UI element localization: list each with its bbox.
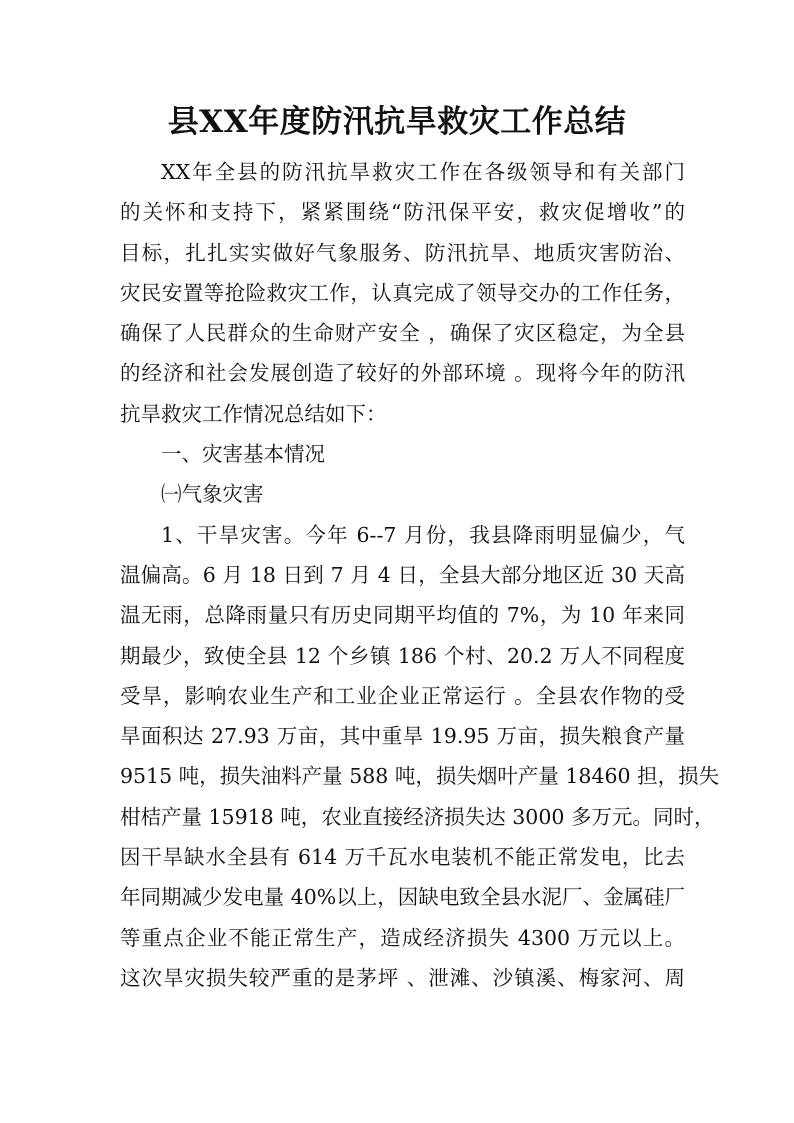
paragraph-line: 受旱，影响农业生产和工业企业正常运行 。全县农作物的受 xyxy=(120,683,685,708)
drought-paragraph xyxy=(120,515,720,999)
paragraph-line: XX年全县的防汛抗旱救灾工作在各级领导和有关部门 xyxy=(161,160,685,184)
intro-paragraph xyxy=(120,152,685,434)
paragraph-line: 目标，扎扎实实做好气象服务、防汛抗旱、地质灾害防治、 xyxy=(120,240,685,265)
paragraph-line: 柑桔产量 15918 吨，农业直接经济损失达 3000 多万元。同时， xyxy=(120,804,715,829)
paragraph-line: 确保了人民群众的生命财产安全 ，确保了灾区稳定，为全县 xyxy=(120,321,685,346)
subsection-heading: ㈠气象灾害 xyxy=(161,482,264,507)
paragraph-line: 期最少，致使全县 12 个乡镇 186 个村、20.2 万人不同程度 xyxy=(120,643,685,668)
paragraph-line: 抗旱救灾工作情况总结如下： xyxy=(120,401,387,426)
document-body xyxy=(120,152,720,998)
paragraph-line: 旱面积达 27.93 万亩，其中重旱 19.95 万亩，损失粮食产量 xyxy=(120,724,685,749)
paragraph-line: 温偏高。6 月 18 日到 7 月 4 日，全县大部分地区近 30 天高 xyxy=(120,562,685,587)
paragraph-line: 因干旱缺水全县有 614 万千瓦水电装机不能正常发电，比去 xyxy=(120,845,685,870)
paragraph-line: 的关怀和支持下，紧紧围绕“防汛保平安，救灾促增收”的 xyxy=(120,200,685,225)
paragraph-line: 9515 吨，损失油料产量 588 吨，损失烟叶产量 18460 担，损失 xyxy=(120,764,720,789)
paragraph-line: 等重点企业不能正常生产，造成经济损失 4300 万元以上。 xyxy=(120,925,685,950)
paragraph-line: 温无雨，总降雨量只有历史同期平均值的 7%，为 10 年来同 xyxy=(120,603,685,628)
section-heading: 一、灾害基本情况 xyxy=(161,442,325,467)
document-title: 县XX年度防汛抗旱救灾工作总结 xyxy=(167,104,627,140)
paragraph-line: 的经济和社会发展创造了较好的外部环境 。现将今年的防汛 xyxy=(120,361,685,386)
paragraph-line: 灾民安置等抢险救灾工作，认真完成了领导交办的工作任务， xyxy=(120,280,685,305)
paragraph-line: 年同期减少发电量 40%以上，因缺电致全县水泥厂、金属硅厂 xyxy=(120,885,685,910)
paragraph-line: 这次旱灾损失较严重的是茅坪 、泄滩、沙镇溪、梅家河、周 xyxy=(120,965,685,990)
paragraph-line: 1、干旱灾害。今年 6--7 月份，我县降雨明显偏少，气 xyxy=(161,522,685,547)
